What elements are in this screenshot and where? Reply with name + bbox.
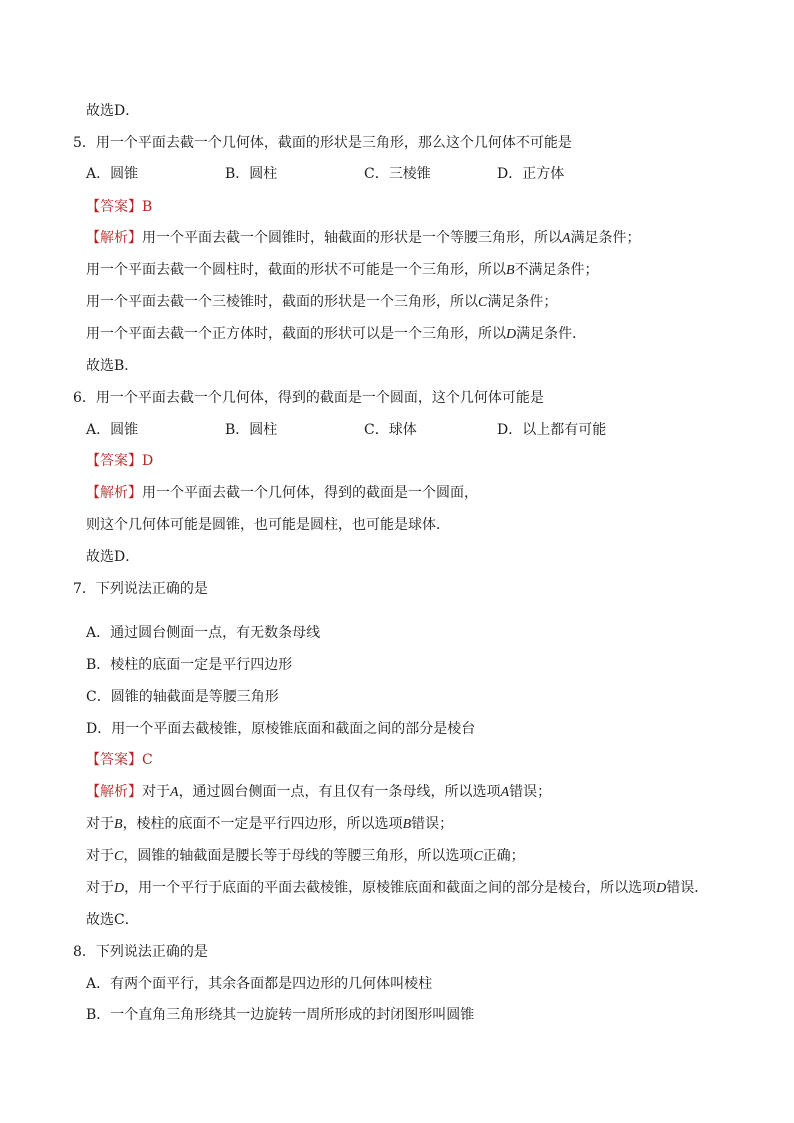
answer-tag: 【答案】 xyxy=(86,453,142,469)
answer-tag: 【答案】 xyxy=(86,199,142,215)
q5-stem: 5．用一个平面去截一个几何体，截面的形状是三角形，那么这个几何体不可能是 xyxy=(73,135,572,151)
q6-conclusion: 故选D． xyxy=(86,549,140,565)
q6-stem: 6．用一个平面去截一个几何体，得到的截面是一个圆面，这个几何体可能是 xyxy=(73,390,544,406)
q5-analysis-1: 【解析】用一个平面去截一个圆锥时，轴截面的形状是一个等腰三角形，所以A满足条件； xyxy=(86,230,641,246)
answer-value: C xyxy=(142,752,153,768)
analysis-tag: 【解析】 xyxy=(86,485,142,501)
q7-conclusion: 故选C． xyxy=(86,912,139,928)
q7-answer xyxy=(86,751,153,769)
q7-option-c: C．圆锥的轴截面是等腰三角形 xyxy=(86,689,279,705)
q6-option-b: B．圆柱 xyxy=(225,422,278,438)
q5-option-c: C．三棱锥 xyxy=(364,166,431,182)
q8-option-a: A．有两个面平行，其余各面都是四边形的几何体叫棱柱 xyxy=(86,976,433,992)
q5-analysis-2: 用一个平面去截一个圆柱时，截面的形状不可能是一个三角形，所以B不满足条件； xyxy=(86,262,599,278)
q7-option-b: B．棱柱的底面一定是平行四边形 xyxy=(86,657,293,673)
q6-answer xyxy=(86,452,153,470)
q5-analysis-4: 用一个平面去截一个正方体时，截面的形状可以是一个三角形，所以D满足条件． xyxy=(86,326,587,342)
q7-analysis-3: 对于C，圆锥的轴截面是腰长等于母线的等腰三角形，所以选项C正确； xyxy=(86,848,525,864)
q6-option-a: A．圆锥 xyxy=(86,422,139,438)
answer-value: D xyxy=(142,453,154,469)
analysis-tag: 【解析】 xyxy=(86,230,142,246)
q8-stem: 8．下列说法正确的是 xyxy=(73,944,208,960)
analysis-tag: 【解析】 xyxy=(86,784,142,800)
q6-analysis-1: 【解析】用一个平面去截一个几何体，得到的截面是一个圆面， xyxy=(86,485,478,501)
q5-option-b: B．圆柱 xyxy=(225,166,278,182)
q7-option-a: A．通过圆台侧面一点，有无数条母线 xyxy=(86,625,321,641)
q5-option-d: D．正方体 xyxy=(497,166,565,182)
q8-option-b: B．一个直角三角形绕其一边旋转一周所形成的封闭图形叫圆锥 xyxy=(86,1007,475,1023)
q7-analysis-4: 对于D，用一个平行于底面的平面去截棱锥，原棱锥底面和截面之间的部分是棱台，所以选项D错误． xyxy=(86,880,709,896)
conclusion-prev: 故选D． xyxy=(86,103,140,119)
q5-analysis-3: 用一个平面去截一个三棱锥时，截面的形状是一个三角形，所以C满足条件； xyxy=(86,294,558,310)
q6-option-d: D．以上都有可能 xyxy=(497,422,607,438)
q6-analysis-2: 则这个几何体可能是圆锥，也可能是圆柱，也可能是球体． xyxy=(86,517,450,533)
q6-option-c: C．球体 xyxy=(364,422,417,438)
q5-conclusion: 故选B． xyxy=(86,358,139,374)
answer-tag: 【答案】 xyxy=(86,752,142,768)
q7-analysis-1: 【解析】对于A，通过圆台侧面一点，有且仅有一条母线，所以选项A错误； xyxy=(86,784,552,800)
q5-option-a: A．圆锥 xyxy=(86,166,139,182)
q7-analysis-2: 对于B，棱柱的底面不一定是平行四边形，所以选项B错误； xyxy=(86,816,454,832)
answer-value: B xyxy=(142,199,153,215)
q7-option-d: D．用一个平面去截棱锥，原棱锥底面和截面之间的部分是棱台 xyxy=(86,721,476,737)
q7-stem: 7．下列说法正确的是 xyxy=(73,581,208,597)
q5-answer xyxy=(86,198,152,216)
